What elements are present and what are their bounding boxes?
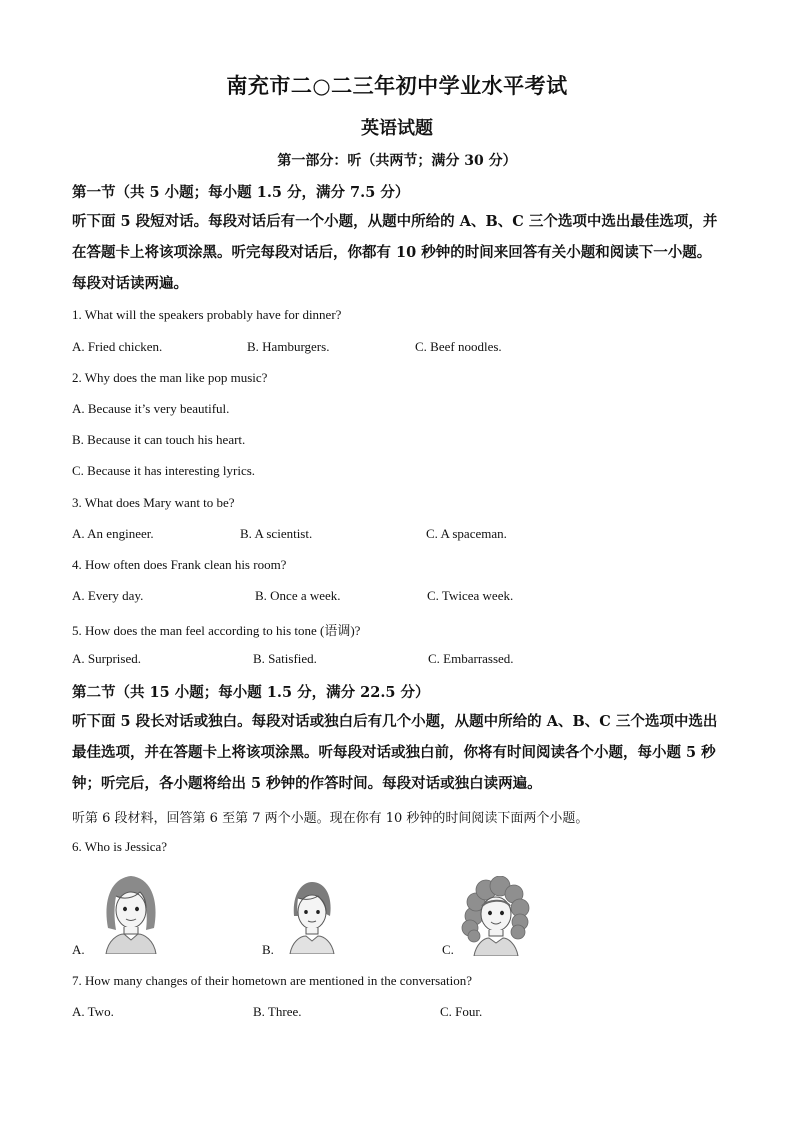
question-3-stem: 3. What does Mary want to be? — [72, 495, 235, 510]
question-1-option-c[interactable]: C. Beef noodles. — [415, 339, 502, 354]
question-4-option-b[interactable]: B. Once a week. — [255, 588, 341, 603]
section2-heading: 第二节（共 15 小题；每小题 1.5 分，满分 22.5 分） — [72, 684, 430, 701]
question-7-option-a[interactable]: A. Two. — [72, 1004, 114, 1019]
question-6-option-b[interactable]: B. — [262, 942, 274, 957]
question-7-stem: 7. How many changes of their hometown are mentioned in the conversation? — [72, 973, 472, 988]
question-5-option-b[interactable]: B. Satisfied. — [253, 651, 317, 666]
question-2-stem: 2. Why does the man like pop music? — [72, 370, 268, 385]
question-7-option-b[interactable]: B. Three. — [253, 1004, 302, 1019]
exam-subtitle: 英语试题 — [361, 118, 433, 139]
question-1-option-a[interactable]: A. Fried chicken. — [72, 339, 163, 354]
part-heading: 第一部分：听（共两节；满分 30 分） — [277, 153, 517, 169]
question-2-option-a[interactable]: A. Because it’s very beautiful. — [72, 401, 230, 416]
question-5-option-a[interactable]: A. Surprised. — [72, 651, 141, 666]
question-2-option-c[interactable]: C. Because it has interesting lyrics. — [72, 463, 256, 478]
section2-note: 听第 6 段材料，回答第 6 至第 7 两个小题。现在你有 10 秒钟的时间阅读下面两个小题。 — [72, 811, 589, 826]
question-5-option-c[interactable]: C. Embarrassed. — [428, 651, 514, 666]
question-2-option-b[interactable]: B. Because it can touch his heart. — [72, 432, 246, 447]
portrait-long-hair — [100, 872, 162, 954]
question-4-option-c[interactable]: C. Twicea week. — [427, 588, 514, 603]
question-5-stem: 5. How does the man feel according to his tone (语调)? — [72, 623, 361, 638]
question-3-option-c[interactable]: C. A spaceman. — [426, 526, 507, 541]
section1-instructions: 听下面 5 段短对话。每段对话后有一个小题，从题中所给的 A、B、C 三个选项中选出最佳选项，并在答题卡上将该项涂黑。听完每段对话后，你都有 10 秒钟的时间来回答有关小题和阅读下一小题。每段对话读两遍。 — [72, 213, 718, 292]
question-1-option-b[interactable]: B. Hamburgers. — [247, 339, 330, 354]
question-3-option-a[interactable]: A. An engineer. — [72, 526, 154, 541]
portrait-short-hair — [284, 878, 340, 954]
question-1-stem: 1. What will the speakers probably have for dinner? — [72, 307, 342, 322]
section2-instructions: 听下面 5 段长对话或独白。每段对话或独白后有几个小题，从题中所给的 A、B、C 三个选项中选出最佳选项，并在答题卡上将该项涂黑。听每段对话或独白前，你将有时间阅读各个小题，每小题 5 秒钟；听完后，各小题将给出 5 秒钟的作答时间。每段对话或独白读两遍。 — [72, 713, 718, 792]
question-6-option-c[interactable]: C. — [442, 942, 454, 957]
exam-title: 南充市二○二三年初中学业水平考试 — [226, 73, 568, 98]
question-3-option-b[interactable]: B. A scientist. — [240, 526, 313, 541]
question-4-option-a[interactable]: A. Every day. — [72, 588, 144, 603]
question-7-option-c[interactable]: C. Four. — [440, 1004, 483, 1019]
section1-heading: 第一节（共 5 小题；每小题 1.5 分，满分 7.5 分） — [72, 184, 410, 201]
question-4-stem: 4. How often does Frank clean his room? — [72, 557, 287, 572]
question-6-option-a[interactable]: A. — [72, 942, 85, 957]
portrait-curly-hair — [460, 876, 532, 956]
question-6-stem: 6. Who is Jessica? — [72, 839, 168, 854]
